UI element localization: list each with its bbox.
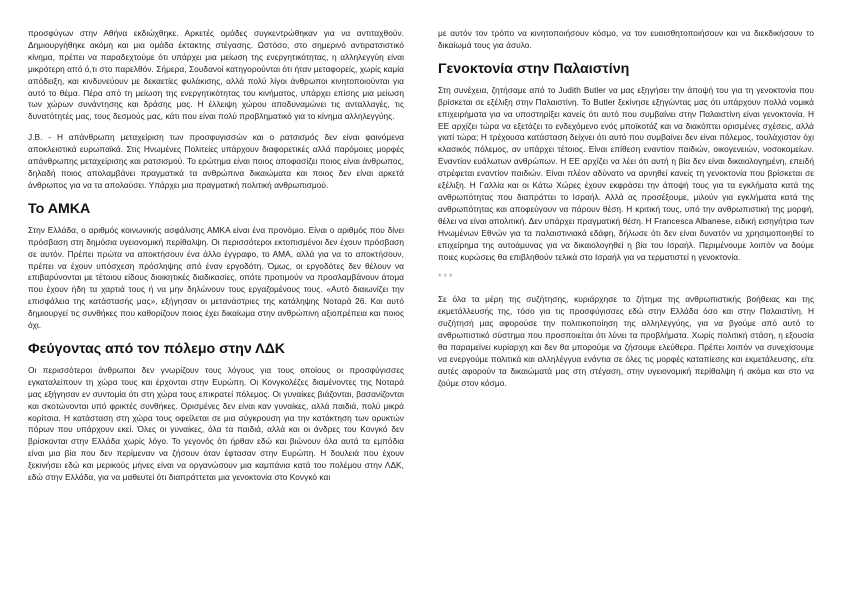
paragraph-refugees-athens: προσφύγων στην Αθήνα εκδιώχθηκε. Αρκετές ομάδες συγκεντρώθηκαν για να αντιταχθούν. Δημιουργήθηκε ακόμη και μια ομάδα έκτακτης στέγασης. Ωστόσο, στο σημερινό αντιρατσιστικό κίνημα, πρέπει να παραδεχτούμε ότι υπάρχει μια μείωση της ενεργητικότητας, η αλληλεγγύη είναι μικρότερη από ό,τι στο παρελθόν. Σήμερα, Σουδανοί κατηγορούνται ότι ήταν μεταφορείς, χωρίς καμία απόδειξη, και κινδυνεύουν με δεκαετίες φυλάκισης, αλλά πολύ λίγοι άνθρωποι κινητοποιούνται για αυτό το θέμα. Πέρα από τη μείωση της ενεργητικότητας του κινήματος, υπάρχει επίσης μια μείωση των χώρων συνάντησης και δράσης μας. Η έλλειψη χώρου αποδυναμώνει τις ανταλλαγές, τις δυνατότητές μας, τους δεσμούς μας, κάτι που είναι πολύ προβληματικό για το κίνημα αλληλεγγύης.	[28, 28, 404, 122]
section-separator: ***	[438, 272, 455, 283]
heading-genocide-palestine: Γενοκτονία στην Παλαιστίνη	[438, 60, 630, 77]
heading-fleeing-war-drc: Φεύγοντας από τον πόλεμο στην ΛΔΚ	[28, 340, 286, 357]
paragraph-jb-inhumane-treatment: J.B. - Η απάνθρωπη μεταχείριση των προσφυγισσών και ο ρατσισμός δεν είναι φαινόμενα αποκλειστικά ευρωπαϊκά. Στις Ηνωμένες Πολιτείες υπάρχουν διαφορετικές αλλά παρόμοιες μορφές απάνθρωπης μεταχείρισης και ρατσισμού. Το ερώτημα είναι ποιος αποφασίζει ποιος είναι άνθρωπος, δηλαδή ποιος απολαμβάνει πραγματικά τα ανθρώπινα δικαιώματα και ποιος δεν είναι αρκετά άνθρωπος για να τα απολαύσει. Υπάρχει μια πραγματική πολιτική ανθρωπισμού.	[28, 132, 404, 190]
paragraph-mobilize: με αυτόν τον τρόπο να κινητοποιήσουν κόσμο, να τον ευαισθητοποιήσουν και να διεκδικήσουν το δικαίωμά τους για άσυλο.	[438, 28, 814, 50]
right-column	[438, 28, 814, 399]
heading-amka: Το ΑΜΚΑ	[28, 200, 91, 217]
left-column	[28, 28, 404, 493]
paragraph-palestine: Στη συνέχεια, ζητήσαμε από το Judith Butler να μας εξηγήσει την άποψή του για τη γενοκτονία που βρίσκεται σε εξέλιξη στην Παλαιστίνη. Το Butler ξεκίνησε εξηγώντας μας ότι υπάρχουν πολλά νομικά επιχειρήματα για να υποστηρίξει κανείς ότι αυτό που συμβαίνει στην Παλαιστίνη είναι γενοκτονία. Η ΕΕ αρχίζει τώρα να εξετάζει το ενδεχόμενο ενός μποϊκοτάζ και να διακόπτει ορισμένες σχέσεις, αλλά γιατί τώρα; Η τρέχουσα κατάσταση δείχνει ότι αυτό που συμβαίνει δεν είναι πόλεμος, τουλάχιστον όχι κλασικός πόλεμος, αν υπάρχει τέτοιος. Είναι επίθεση εναντίον παιδιών, οικογενειών, νοσοκομείων. Εναντίον ευάλωτων ανθρώπων. Η ΕΕ αρχίζει να λέει ότι αυτή η βία δεν είναι δικαιολογημένη, επειδή στρέφεται εναντίον παιδιών. Είναι πλέον αδύνατο να αρνηθεί κανείς τη γενοκτονία που βρίσκεται σε εξέλιξη. Η Γαλλία και οι Κάτω Χώρες έχουν εκφράσει την άποψή τους για τα εγκλήματα κατά της ανθρωπότητας που διαπράττει το Ισραήλ. Αλλά ας προσέξουμε, μιλούν για εγκλήματα κατά της ανθρωπότητας και αποφεύγουν να πάρουν θέση. Η κριτική τους, υπό την ανθρωπιστική της μορφή, θέλει να είναι απολιτική. Δεν υπάρχει πραγματική θέση. Η Francesca Albanese, ειδική εισηγήτρια των Ηνωμένων Εθνών για τα παλαιστινιακά εδάφη, δήλωσε ότι δεν είναι δυνατόν να χρησιμοποιηθεί το επιχείρημα της αυτοάμυνας για να δικαιολογηθεί η βία του Ισραήλ. Περιμένουμε λοιπόν να δούμε ποιες κυρώσεις θα επιβληθούν τελικά στο Ισραήλ για να τερματιστεί η γενοκτονία.	[438, 84, 814, 262]
paragraph-conclusion: Σε όλα τα μέρη της συζήτησης, κυριάρχησε το ζήτημα της ανθρωπιστικής βοήθειας και της εκμετάλλευσής της, τόσο για τις προσφύγισσες εδώ στην Ελλάδα όσο και στην Παλαιστίνη. Η συζήτησή μας αφορούσε την πολιτικοποίηση της αλληλεγγύης, για να βγούμε από αυτό το ανθρωπιστικό σύστημα που προσποιείται ότι λύνει τα προβλήματα. Χωρίς πολιτική στάση, η εξουσία θα παραμείνει κυρίαρχη και δεν θα μπορούμε να ζήσουμε ελεύθερα. Πρέπει λοιπόν να συνεχίσουμε να ενεργούμε πολιτικά και αλληλέγγυα ενάντια σε όλες τις μορφές καταπίεσης και εκμετάλευσης, είτε αυτές αφορούν τα δικαιώματά μας στη στέγαση, στην υγειονομική περίθαλψη ή ακόμα και στο να ζούμε στον κόσμο.	[438, 294, 814, 388]
paragraph-drc: Οι περισσότεροι άνθρωποι δεν γνωρίζουν τους λόγους για τους οποίους οι προσφύγισσες εγκαταλείπουν τη χώρα τους και έρχονται στην Ευρώπη. Οι Κονγκολέζες διαμένοντες της Νοταρά μας εξήγησαν εν συντομία ότι στη χώρα τους επικρατεί πόλεμος. Οι γυναίκες βιάζονται, βασανίζονται και σκοτώνονται υπό φρικτές συνθήκες. Ορισμένες δεν είναι καν γυναίκες, αλλά παιδιά, πολύ μικρά κορίτσια. Η κατάσταση στη χώρα τους οφείλεται σε μια σύγκρουση για την κατάκτηση των ορυκτών πόρων που υπάρχουν εκεί. Όλες οι γυναίκες, όλα τα παιδιά, αλλά και οι άνδρες του Κονγκό δεν βρίσκονται στην Ελλάδα χωρίς λόγο. Το γεγονός ότι ήρθαν εδώ και βιώνουν όλα αυτά τα εμπόδια είναι μια βία που δεν περίμεναν να ζήσουν όταν έφτασαν στην Ευρώπη. Η δουλειά που έχουν ξεκινήσει εδώ και μερικούς μήνες είναι να οργανώσουν μια καμπάνια κατά του πολέμου στην ΛΔΚ, εδώ στην Ελλάδα, για να μαθευτεί ότι διαπράττεται μια γενοκτονία στο Κονγκό και	[28, 364, 404, 483]
paragraph-amka: Στην Ελλάδα, ο αριθμός κοινωνικής ασφάλισης ΑΜΚΑ είναι ένα προνόμιο. Είναι ο αριθμός που δίνει πρόσβαση στη δημόσια υγειονομική περίθαλψη. Οι περισσότεροι εκτοπισμένοι δεν έχουν πρόσβαση σε αυτόν. Πρέπει πρώτα να αποκτήσουν ένα άλλο έγγραφο, το ΑΜΑ, αλλά για να το αποκτήσουν, πρέπει να έχουν υπόσχεση πρόσληψης από έναν εργοδότη. Όμως, οι εργοδότες δεν θέλουν να επιβαρύνονται με τέτοιου είδους διοικητικές διαδικασίες, οπότε προτιμούν να προσλαμβάνουν άτομα που έχουν ήδη τα χαρτιά τους ή να μην δηλώνουν τους εργαζομένους τους. «Αυτό διαιωνίζει την επισφάλεια της κατάστασής μας», εξήγησαν οι μετανάστριες της κατάληψης Νοταρά 26. Και αυτό δημιουργεί τις συνθήκες που καθορίζουν ποιος έχει δικαίωμα στην ανθρώπινη αξιοπρέπεια και ποιος όχι.	[28, 224, 404, 331]
